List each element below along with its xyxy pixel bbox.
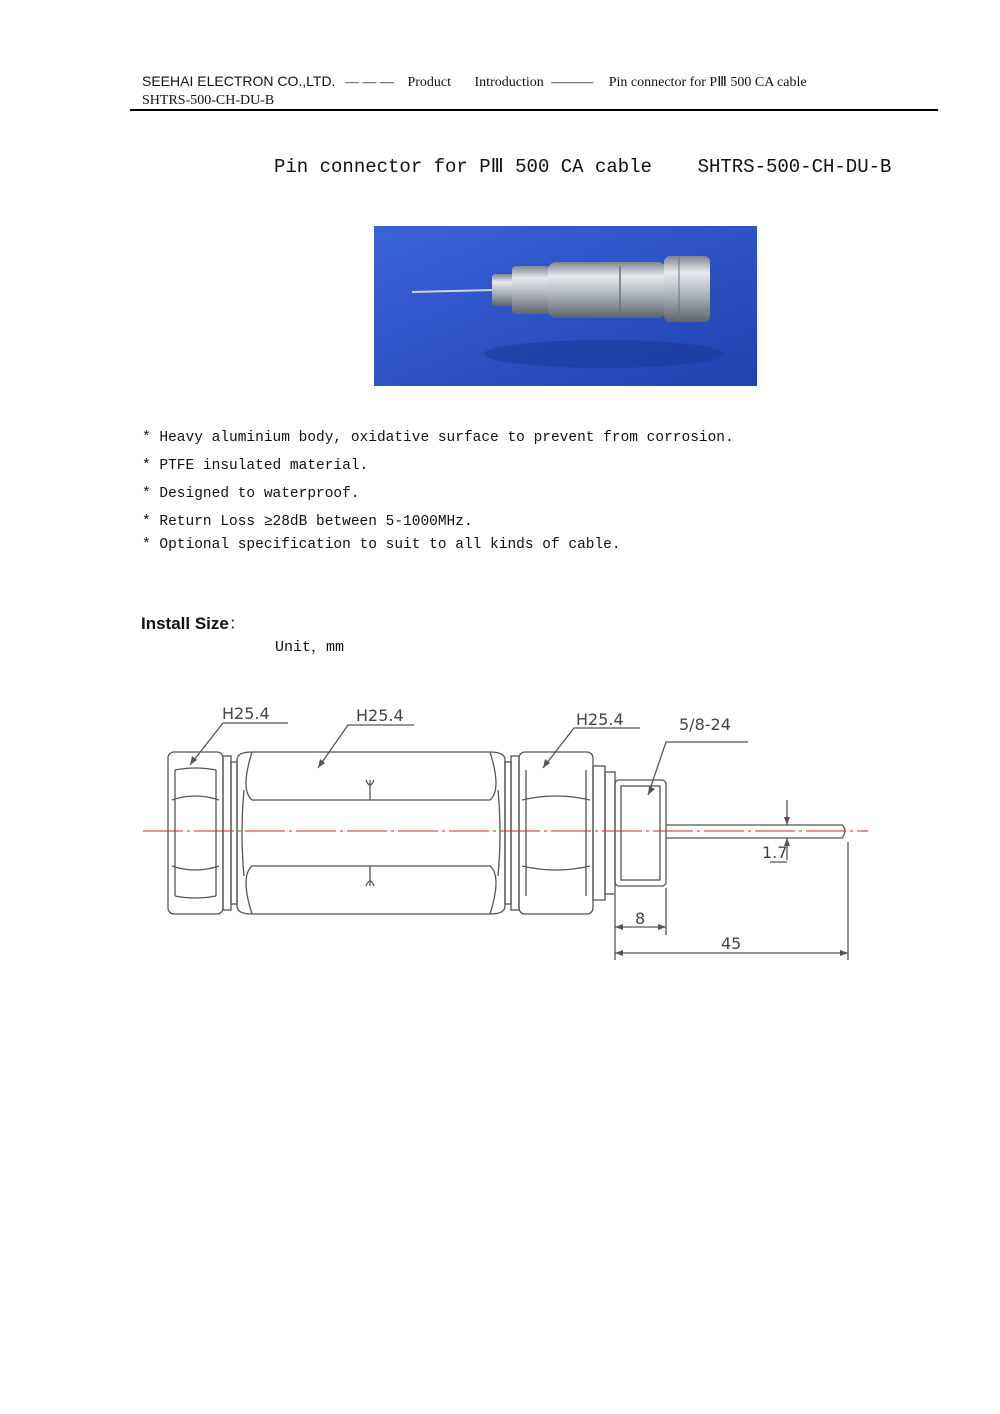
hex-label-left: H25.4 (222, 704, 270, 723)
hex-label-right: H25.4 (576, 710, 624, 729)
company-name: SEEHAI ELECTRON CO.,LTD. (142, 73, 336, 89)
header-product: Product (407, 75, 452, 90)
install-size-drawing (140, 695, 880, 970)
feature-item: * Heavy aluminium body, oxidative surface to prevent from corrosion. (142, 430, 734, 446)
total-length-label: 45 (721, 934, 742, 953)
install-size-heading (141, 609, 246, 634)
feature-item: * Optional specification to suit to all kinds of cable. (142, 537, 621, 553)
pin-diameter-label: 1.7 (762, 843, 788, 862)
thread-length-label: 8 (635, 909, 646, 928)
hex-label-body: H25.4 (356, 706, 404, 725)
feature-item: * Designed to waterproof. (142, 486, 360, 502)
page-header (142, 73, 807, 91)
install-size-label: Install Size (141, 614, 229, 633)
install-size-colon: ： (228, 614, 246, 633)
unit-label: Unit，mm (275, 639, 345, 656)
feature-item: * Return Loss ≥28dB between 5-1000MHz. (142, 514, 473, 530)
page-title: Pin connector for PⅢ 500 CA cable SHTRS-500-CH-DU-B (274, 156, 892, 178)
header-subject: Pin connector for PⅢ 500 CA cable (608, 75, 807, 90)
header-dashes: — — — (344, 75, 394, 90)
header-part-number: SHTRS-500-CH-DU-B (142, 93, 275, 108)
header-dashes-2: ——— (551, 75, 594, 90)
header-introduction: Introduction (474, 75, 544, 90)
product-photo (374, 226, 757, 386)
feature-item: * PTFE insulated material. (142, 458, 369, 474)
header-rule (130, 109, 938, 111)
thread-label: 5/8-24 (679, 715, 731, 734)
